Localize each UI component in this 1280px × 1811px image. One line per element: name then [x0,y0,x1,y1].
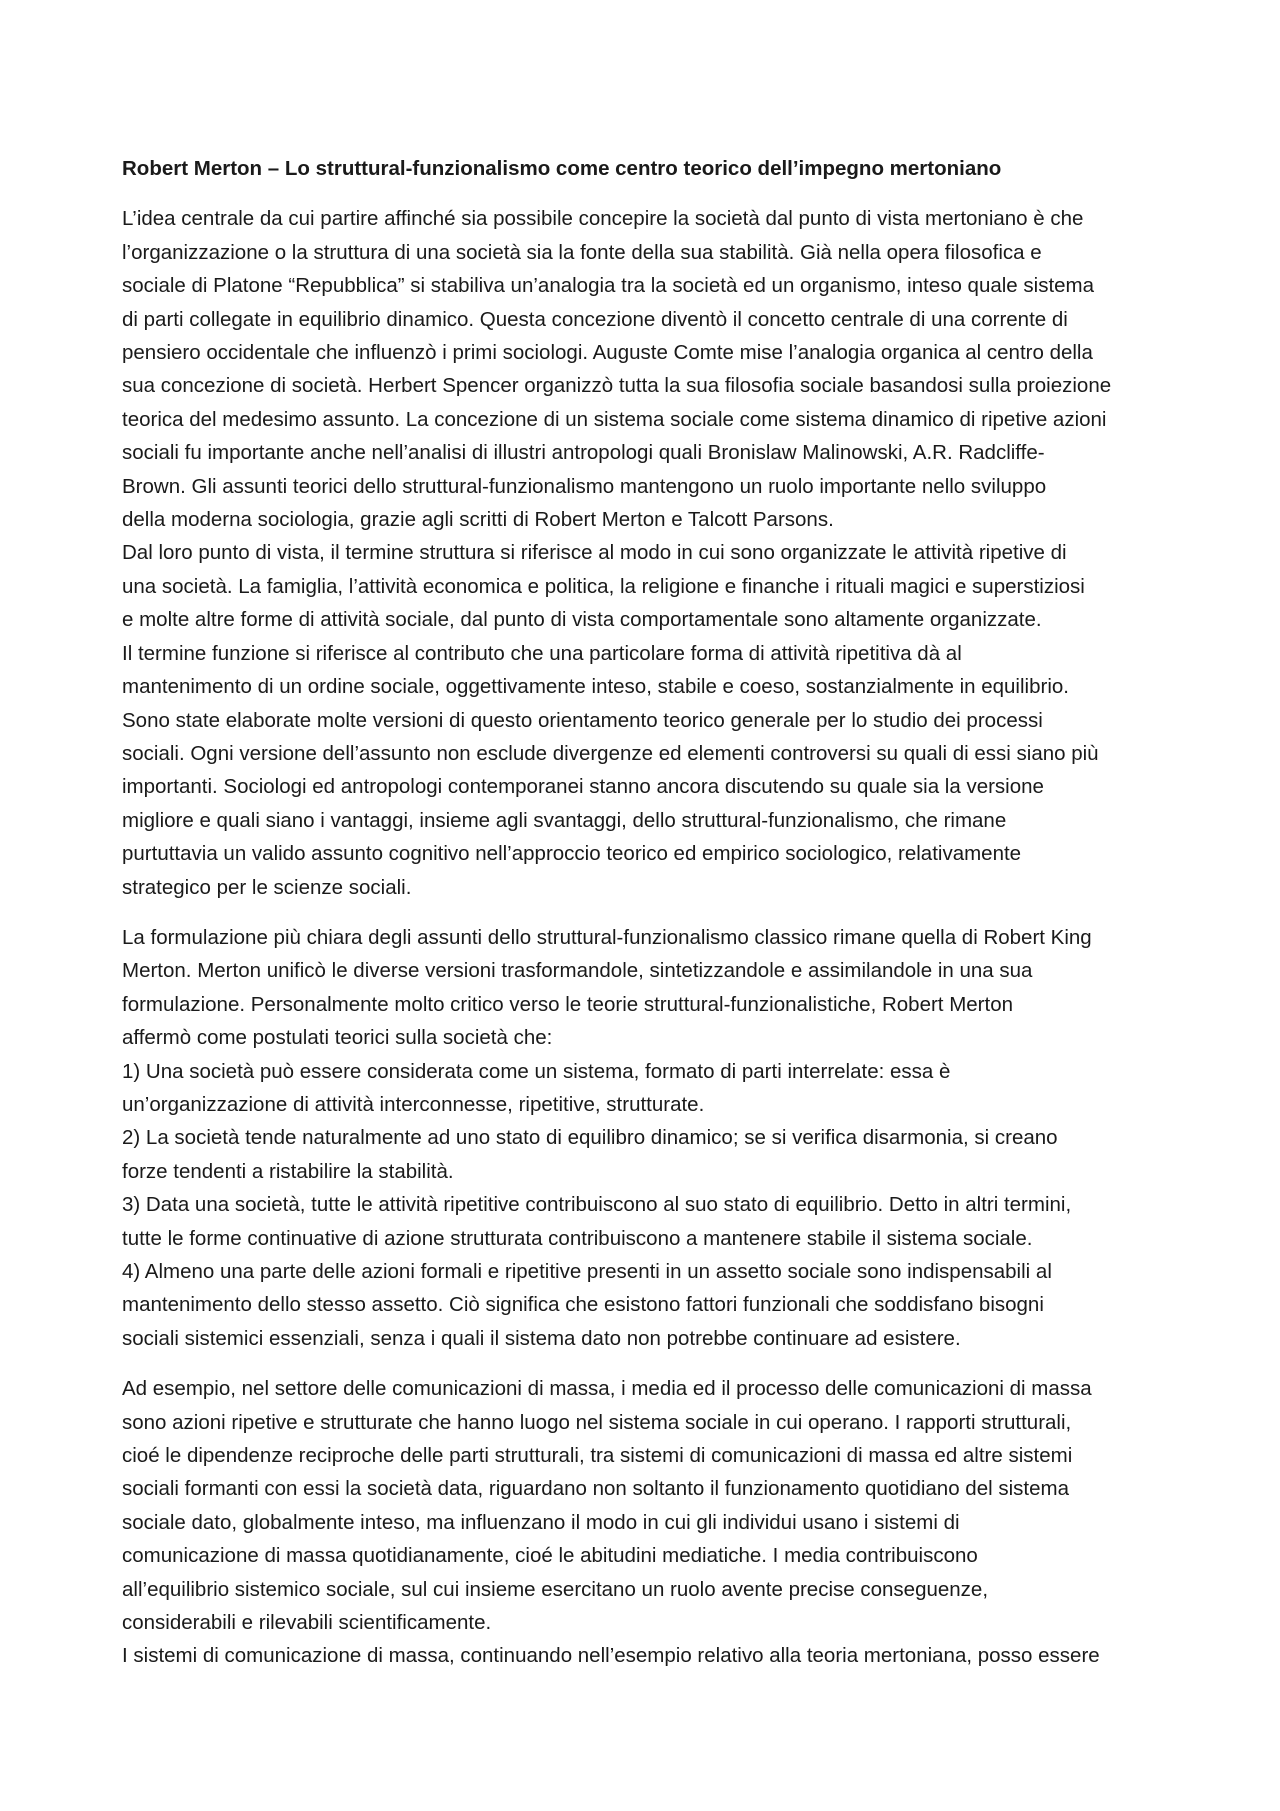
document-title: Robert Merton – Lo struttural-funzionalismo come centro teorico dell’impegno mertoniano [122,157,1002,180]
document-body [122,152,1162,1673]
text-line: considerabili e rilevabili scientificamente. [122,1611,492,1635]
text-line: migliore e quali siano i vantaggi, insieme agli svantaggi, dello struttural-funzionalismo, che rimane [122,808,1007,832]
text-line: 1) Una società può essere considerata come un sistema, formato di parti interrelate: essa è [122,1059,951,1083]
text-line: tutte le forme continuative di azione strutturata contribuiscono a mantenere stabile il sistema sociale. [122,1226,1033,1250]
text-line: Dal loro punto di vista, il termine struttura si riferisce al modo in cui sono organizzate le attività ripetive di [122,541,1067,565]
paragraph [122,202,1162,904]
text-line: importanti. Sociologi ed antropologi contemporanei stanno ancora discutendo su quale sia la versione [122,775,1044,799]
text-line: cioé le dipendenze reciproche delle parti strutturali, tra sistemi di comunicazioni di massa ed altre sistemi [122,1444,1073,1468]
text-line: Brown. Gli assunti teorici dello struttural-funzionalismo mantengono un ruolo importante nello sviluppo [122,474,1047,498]
text-line: affermò come postulati teorici sulla società che: [122,1026,553,1050]
text-line: Ad esempio, nel settore delle comunicazioni di massa, i media ed il processo delle comunicazioni di massa [122,1377,1092,1401]
text-line: una società. La famiglia, l’attività economica e politica, la religione e finanche i rituali magici e superstiziosi [122,574,1085,598]
text-line: all’equilibrio sistemico sociale, sul cui insieme esercitano un ruolo avente precise conseguenze, [122,1577,989,1601]
paragraph-list [122,202,1162,1672]
text-line: mantenimento dello stesso assetto. Ciò significa che esistono fattori funzionali che soddisfano bisogni [122,1293,1044,1317]
text-line: 2) La società tende naturalmente ad uno stato di equilibro dinamico; se si verifica disarmonia, si creano [122,1126,1058,1150]
text-line: formulazione. Personalmente molto critico verso le teorie struttural-funzionalistiche, Robert Merton [122,992,1013,1016]
text-line: 4) Almeno una parte delle azioni formali e ripetitive presenti in un assetto sociale sono indispensabili al [122,1260,1052,1283]
text-line: sua concezione di società. Herbert Spencer organizzò tutta la sua filosofia sociale basandosi sulla proiezione [122,374,1112,398]
text-line: sociale dato, globalmente inteso, ma influenzano il modo in cui gli individui usano i sistemi di [122,1510,960,1534]
text-line: 3) Data una società, tutte le attività ripetitive contribuiscono al suo stato di equilibrio. Detto in altri termini, [122,1193,1072,1217]
text-line: I sistemi di comunicazione di massa, continuando nell’esempio relativo alla teoria mertoniana, posso essere [122,1644,1100,1668]
text-line: comunicazione di massa quotidianamente, cioé le abitudini mediatiche. I media contribuiscono [122,1544,978,1568]
text-line: strategico per le scienze sociali. [122,875,412,899]
text-line: un’organizzazione di attività interconnesse, ripetitive, strutturate. [122,1092,705,1116]
text-line: La formulazione più chiara degli assunti dello struttural-funzionalismo classico rimane quella di Robert King [122,925,1092,949]
text-line: purtuttavia un valido assunto cognitivo nell’approccio teorico ed empirico sociologico, relativamente [122,842,1022,866]
text-line: L’idea centrale da cui partire affinché sia possibile concepire la società dal punto di vista mertoniano è che [122,207,1084,231]
text-line: e molte altre forme di attività sociale, dal punto di vista comportamentale sono altamente organizzate. [122,608,1042,632]
text-line: Merton. Merton unificò le diverse versioni trasformandole, sintetizzandole e assimilandole in una sua [122,959,1033,983]
text-line: mantenimento di un ordine sociale, oggettivamente inteso, stabile e coeso, sostanzialmente in equilibrio. [122,675,1069,699]
paragraph [122,1372,1162,1673]
text-line: Sono state elaborate molte versioni di questo orientamento teorico generale per lo studio dei processi [122,708,1043,732]
text-line: sociali. Ogni versione dell’assunto non esclude divergenze ed elementi controversi su quali di essi siano più [122,741,1099,765]
text-line: sociali formanti con essi la società data, riguardano non soltanto il funzionamento quotidiano del sistema [122,1477,1069,1501]
text-line: teorica del medesimo assunto. La concezione di un sistema sociale come sistema dinamico di ripetive azioni [122,407,1107,431]
text-line: della moderna sociologia, grazie agli scritti di Robert Merton e Talcott Parsons. [122,508,834,532]
paragraph [122,921,1162,1355]
text-line: pensiero occidentale che influenzò i primi sociologi. Auguste Comte mise l’analogia organica al centro della [122,341,1093,365]
text-line: sono azioni ripetive e strutturate che hanno luogo nel sistema sociale in cui operano. I rapporti strutturali, [122,1410,1072,1434]
text-line: Il termine funzione si riferisce al contributo che una particolare forma di attività ripetitiva dà al [122,641,962,665]
text-line: l’organizzazione o la struttura di una società sia la fonte della sua stabilità. Già nella opera filosofica e [122,240,1042,264]
text-line: di parti collegate in equilibrio dinamico. Questa concezione diventò il concetto centrale di una corrente di [122,307,1068,331]
text-line: forze tendenti a ristabilire la stabilità. [122,1159,454,1183]
text-line: sociali fu importante anche nell’analisi di illustri antropologi quali Bronislaw Malinowski, A.R. Radcliffe- [122,441,1045,465]
text-line: sociali sistemici essenziali, senza i quali il sistema dato non potrebbe continuare ad esistere. [122,1326,961,1350]
text-line: sociale di Platone “Repubblica” si stabiliva un’analogia tra la società ed un organismo, inteso quale sistema [122,274,1095,298]
